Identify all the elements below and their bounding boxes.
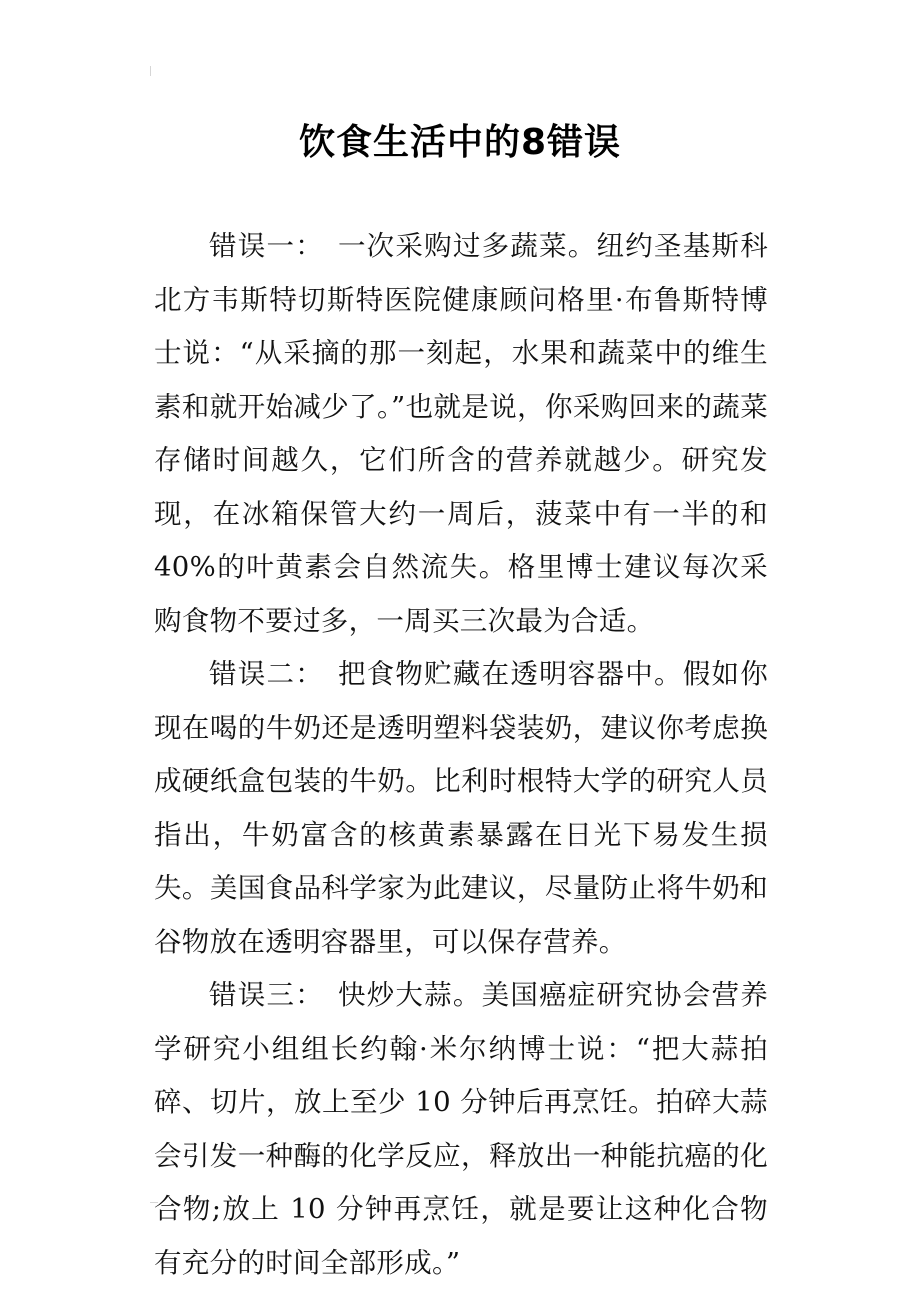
page-corner-mark-top [150, 66, 157, 76]
paragraph-error-2 [154, 648, 768, 969]
paragraph-label: 错误一： [209, 230, 324, 262]
document-title: 饮食生活中的8错误 [298, 122, 622, 163]
paragraph-text: 一次采购过多蔬菜。纽约圣基斯科北方韦斯特切斯特医院健康顾问格里·布鲁斯特博士说：“从采摘的那一刻起，水果和蔬菜中的维生素和就开始减少了。”也就是说，你采购回来的蔬菜存储时间越久，它们所含的营养就越少。研究发现，在冰箱保管大约一周后，菠菜中有一半的和 40%的叶黄素会自然流失。格里博士建议每次采购食物不要过多，一周买三次最为合适。 [154, 230, 769, 637]
paragraph-text: 把食物贮藏在透明容器中。假如你现在喝的牛奶还是透明塑料袋装奶，建议你考虑换成硬纸盒包装的牛奶。比利时根特大学的研究人员指出，牛奶富含的核黄素暴露在日光下易发生损失。美国食品科学家为此建议，尽量防止将牛奶和谷物放在透明容器里，可以保存营养。 [154, 658, 769, 958]
paragraph-label: 错误二： [209, 658, 324, 690]
paragraph-text: 快炒大蒜。美国癌症研究协会营养学研究小组组长约翰·米尔纳博士说：“把大蒜拍碎、切片，放上至少 10 分钟后再烹饪。拍碎大蒜会引发一种酶的化学反应，释放出一种能抗癌的化合物;放上 10 分钟再烹饪，就是要让这种化合物有充分的时间全部形成。” [154, 979, 769, 1279]
paragraph-error-3 [154, 969, 768, 1290]
paragraph-label: 错误三： [209, 979, 324, 1011]
document-body [154, 220, 768, 1290]
paragraph-error-1 [154, 220, 768, 648]
